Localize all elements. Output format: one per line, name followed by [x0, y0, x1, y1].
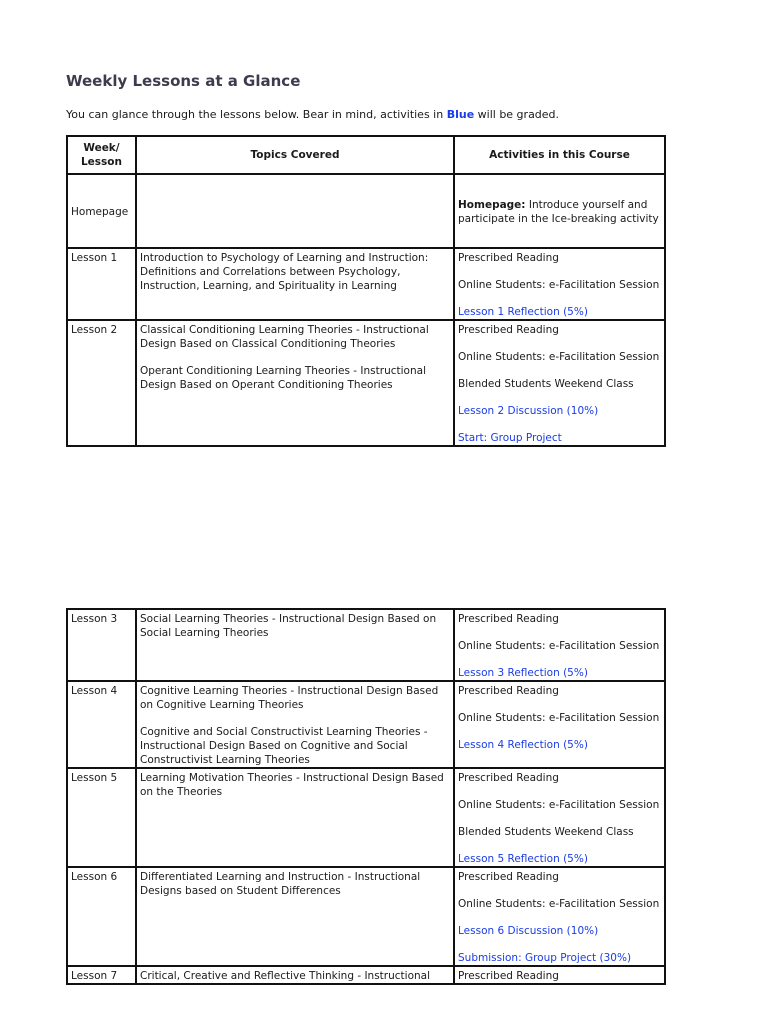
- activity-item: Online Students: e-Facilitation Session: [458, 898, 660, 910]
- table-row: [67, 609, 665, 681]
- week-cell: Lesson 3: [67, 609, 136, 681]
- week-cell: Lesson 7: [67, 966, 136, 984]
- table-row: [67, 867, 665, 966]
- table-row: [67, 681, 665, 768]
- activity-item: Online Students: e-Facilitation Session: [458, 712, 660, 724]
- week-cell: Lesson 6: [67, 867, 136, 966]
- activity-text: Introduce yourself and participate in the Ice-breaking activity: [458, 199, 659, 225]
- topic-text: Cognitive and Social Constructivist Learning Theories - Instructional Design Based on Cognitive and Social Constructivist Learning Theories: [140, 726, 428, 766]
- topic-text: Critical, Creative and Reflective Thinking - Instructional: [140, 970, 430, 982]
- topic-text: Learning Motivation Theories - Instructional Design Based on the Theories: [140, 772, 444, 798]
- topics-cell: [136, 768, 454, 867]
- topics-cell: [136, 867, 454, 966]
- activities-cell: [454, 681, 665, 768]
- week-cell: Lesson 1: [67, 248, 136, 320]
- activity-item: Online Students: e-Facilitation Session: [458, 351, 660, 363]
- table-row: [67, 320, 665, 446]
- header-activities: Activities in this Course: [454, 136, 665, 174]
- graded-activity: Lesson 2 Discussion (10%): [458, 405, 599, 417]
- activities-cell: [454, 174, 665, 248]
- week-cell: Homepage: [67, 174, 136, 248]
- header-week: Week/ Lesson: [67, 136, 136, 174]
- table-row: [67, 248, 665, 320]
- graded-activity: Lesson 1 Reflection (5%): [458, 306, 588, 318]
- intro-text-start: You can glance through the lessons below. Bear in mind, activities in: [66, 108, 447, 121]
- activity-label: Homepage:: [458, 199, 526, 211]
- activity-item: Online Students: e-Facilitation Session: [458, 799, 660, 811]
- intro-text: [66, 108, 559, 121]
- table-header-row: [67, 136, 665, 174]
- activity-item: Prescribed Reading: [458, 685, 559, 697]
- activities-cell: [454, 966, 665, 984]
- week-cell: Lesson 2: [67, 320, 136, 446]
- activity-item: Blended Students Weekend Class: [458, 378, 634, 390]
- activity-item: Prescribed Reading: [458, 970, 559, 982]
- graded-activity: Lesson 6 Discussion (10%): [458, 925, 599, 937]
- topics-cell: [136, 174, 454, 248]
- activity-item: Prescribed Reading: [458, 252, 559, 264]
- activity-item: Online Students: e-Facilitation Session: [458, 279, 660, 291]
- table-row-homepage: [67, 174, 665, 248]
- graded-activity: Lesson 4 Reflection (5%): [458, 739, 588, 751]
- topics-cell: [136, 681, 454, 768]
- topics-cell: [136, 609, 454, 681]
- intro-highlight: Blue: [446, 108, 475, 121]
- graded-activity: Lesson 5 Reflection (5%): [458, 853, 588, 865]
- week-cell: Lesson 5: [67, 768, 136, 867]
- graded-activity: Submission: Group Project (30%): [458, 952, 632, 964]
- lessons-table-part-2: [66, 608, 666, 985]
- table-row: [67, 768, 665, 867]
- activity-item: Online Students: e-Facilitation Session: [458, 640, 660, 652]
- activities-cell: [454, 768, 665, 867]
- page-title: Weekly Lessons at a Glance: [66, 72, 301, 90]
- activities-cell: [454, 609, 665, 681]
- topic-text: Introduction to Psychology of Learning and Instruction: Definitions and Correlations between Psychology, Instruction, Learning, and Spirituality in Learning: [140, 252, 429, 292]
- activities-cell: [454, 320, 665, 446]
- activity-item: Blended Students Weekend Class: [458, 826, 634, 838]
- activity-item: Prescribed Reading: [458, 613, 559, 625]
- topics-cell: [136, 320, 454, 446]
- header-topics: Topics Covered: [136, 136, 454, 174]
- topic-text: Cognitive Learning Theories - Instructional Design Based on Cognitive Learning Theories: [140, 685, 439, 711]
- table-row: [67, 966, 665, 984]
- activity-item: Prescribed Reading: [458, 324, 559, 336]
- intro-text-end: will be graded.: [474, 108, 560, 121]
- activities-cell: [454, 867, 665, 966]
- topic-text: Classical Conditioning Learning Theories - Instructional Design Based on Classical Conditioning Theories: [140, 324, 429, 350]
- activities-cell: [454, 248, 665, 320]
- week-cell: Lesson 4: [67, 681, 136, 768]
- topics-cell: [136, 966, 454, 984]
- topic-text: Operant Conditioning Learning Theories - Instructional Design Based on Operant Conditioning Theories: [140, 365, 426, 391]
- topic-text: Differentiated Learning and Instruction - Instructional Designs based on Student Differences: [140, 871, 421, 897]
- activity-item: Prescribed Reading: [458, 871, 559, 883]
- graded-activity: Lesson 3 Reflection (5%): [458, 667, 588, 679]
- activity-item: Prescribed Reading: [458, 772, 559, 784]
- topic-text: Social Learning Theories - Instructional Design Based on Social Learning Theories: [140, 613, 437, 639]
- topics-cell: [136, 248, 454, 320]
- lessons-table-part-1: [66, 135, 666, 447]
- graded-activity: Start: Group Project: [458, 432, 562, 444]
